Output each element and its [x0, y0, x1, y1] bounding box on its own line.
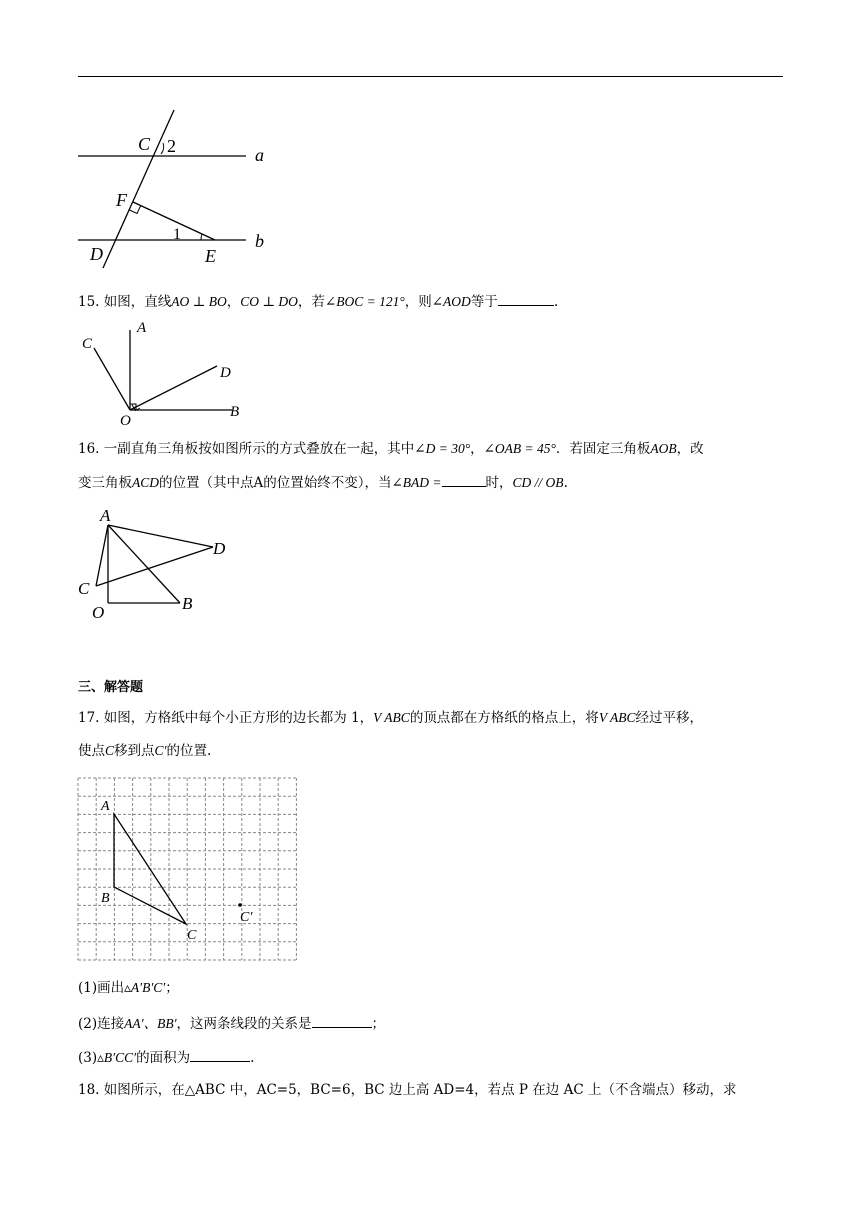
text: (1)画出 [78, 980, 125, 996]
text: ， [470, 441, 484, 457]
math: AOB [650, 441, 677, 456]
math: ▵B′CC′ [97, 1050, 137, 1065]
question-17-sub3 [78, 1047, 254, 1068]
label-E: E [205, 246, 216, 266]
question-17-sub1 [78, 978, 179, 998]
math: AA′、BB′ [124, 1016, 177, 1031]
math: ∠D = 30° [414, 441, 471, 456]
question-17-line1 [78, 708, 703, 728]
header-rule [78, 76, 783, 77]
question-number: 16. [78, 441, 100, 457]
text: ，则 [404, 294, 432, 310]
text: (3) [78, 1050, 98, 1066]
text: ，若 [297, 294, 325, 310]
math: C′ [154, 743, 167, 758]
text: 一副直角三角板按如图所示的方式叠放在一起，其中 [103, 441, 415, 457]
label-D: D [90, 244, 103, 264]
label-O: O [92, 603, 105, 622]
question-17-sub2 [78, 1013, 385, 1034]
math: CO ⊥ DO [240, 294, 298, 309]
question-number: 18. [78, 1082, 100, 1098]
text: ， [226, 294, 241, 310]
text: . [250, 1050, 255, 1066]
text: 的顶点都在方格纸的格点上，将 [409, 710, 599, 726]
label-1: 1 [173, 226, 181, 243]
text: ，改 [676, 441, 704, 457]
figure-grid-triangle [76, 776, 300, 966]
answer-blank[interactable] [442, 472, 486, 487]
label-a: a [255, 145, 264, 165]
label-A: A [101, 799, 110, 814]
label-B: B [182, 594, 193, 613]
text: 使点 [78, 743, 105, 759]
text: 的位置. [166, 743, 212, 759]
math: CD // OB [512, 475, 564, 490]
label-A: A [137, 320, 147, 336]
label-2: 2 [167, 136, 176, 156]
label-C: C [82, 336, 93, 352]
math: ∠BAD = [391, 475, 442, 490]
text: ．若固定三角板 [555, 441, 651, 457]
question-17-line2 [78, 741, 211, 761]
text: ； [165, 980, 179, 996]
figure-parallel-lines [70, 100, 290, 275]
text: 如图，方格纸中每个小正方形的边长都为 1， [103, 710, 374, 726]
answer-blank[interactable] [312, 1013, 372, 1028]
math: ▵A′B′C′ [124, 980, 166, 995]
label-A: A [100, 506, 111, 525]
label-C: C [187, 928, 197, 943]
label-B: B [101, 891, 110, 906]
question-18 [78, 1080, 736, 1100]
text: 变三角板 [78, 475, 132, 491]
label-C: C [138, 134, 151, 154]
text: 如图所示，在△ABC 中，AC=5，BC=6，BC 边上高 AD=4，若点 P 在边 AC 上（不含端点）移动，求 [103, 1082, 737, 1098]
text: 移到点 [114, 743, 155, 759]
section-title: 三、解答题 [78, 680, 144, 695]
text: (2)连接 [78, 1016, 125, 1032]
math: ACD [132, 475, 159, 490]
question-number: 15. [78, 294, 100, 310]
math: ∠OAB = 45° [483, 441, 556, 456]
text: 如图，直线 [103, 294, 172, 310]
label-D: D [220, 365, 231, 381]
figure-angles-at-O [72, 318, 262, 428]
text: 的面积为 [136, 1050, 191, 1066]
math: ∠BOC = 121° [324, 294, 405, 309]
label-B: B [230, 404, 240, 420]
answer-blank[interactable] [498, 291, 554, 306]
text: . [553, 294, 559, 310]
math: V ABC [373, 710, 410, 725]
question-number: 17. [78, 710, 100, 726]
text: 经过平移， [635, 710, 703, 726]
question-16-line2 [78, 472, 568, 493]
text: ，这两条线段的关系是 [176, 1016, 312, 1032]
label-C: C [78, 579, 90, 598]
text: ； [371, 1016, 386, 1032]
math: C [105, 743, 115, 758]
label-C-prime: C′ [240, 910, 253, 925]
figure-set-squares [70, 500, 240, 625]
question-16-line1 [78, 439, 704, 459]
question-15 [78, 291, 558, 312]
text: 的位置（其中点A的位置始终不变），当 [159, 475, 392, 491]
math: ∠AOD [431, 294, 471, 309]
answer-blank[interactable] [190, 1047, 250, 1062]
math: V ABC [598, 710, 636, 725]
label-F: F [116, 190, 127, 210]
label-D: D [213, 539, 226, 558]
text: 等于 [470, 294, 498, 310]
text: 时， [485, 475, 513, 491]
text: . [563, 475, 568, 491]
label-b: b [255, 231, 264, 251]
label-O: O [120, 413, 131, 428]
math: AO ⊥ BO [171, 294, 227, 309]
